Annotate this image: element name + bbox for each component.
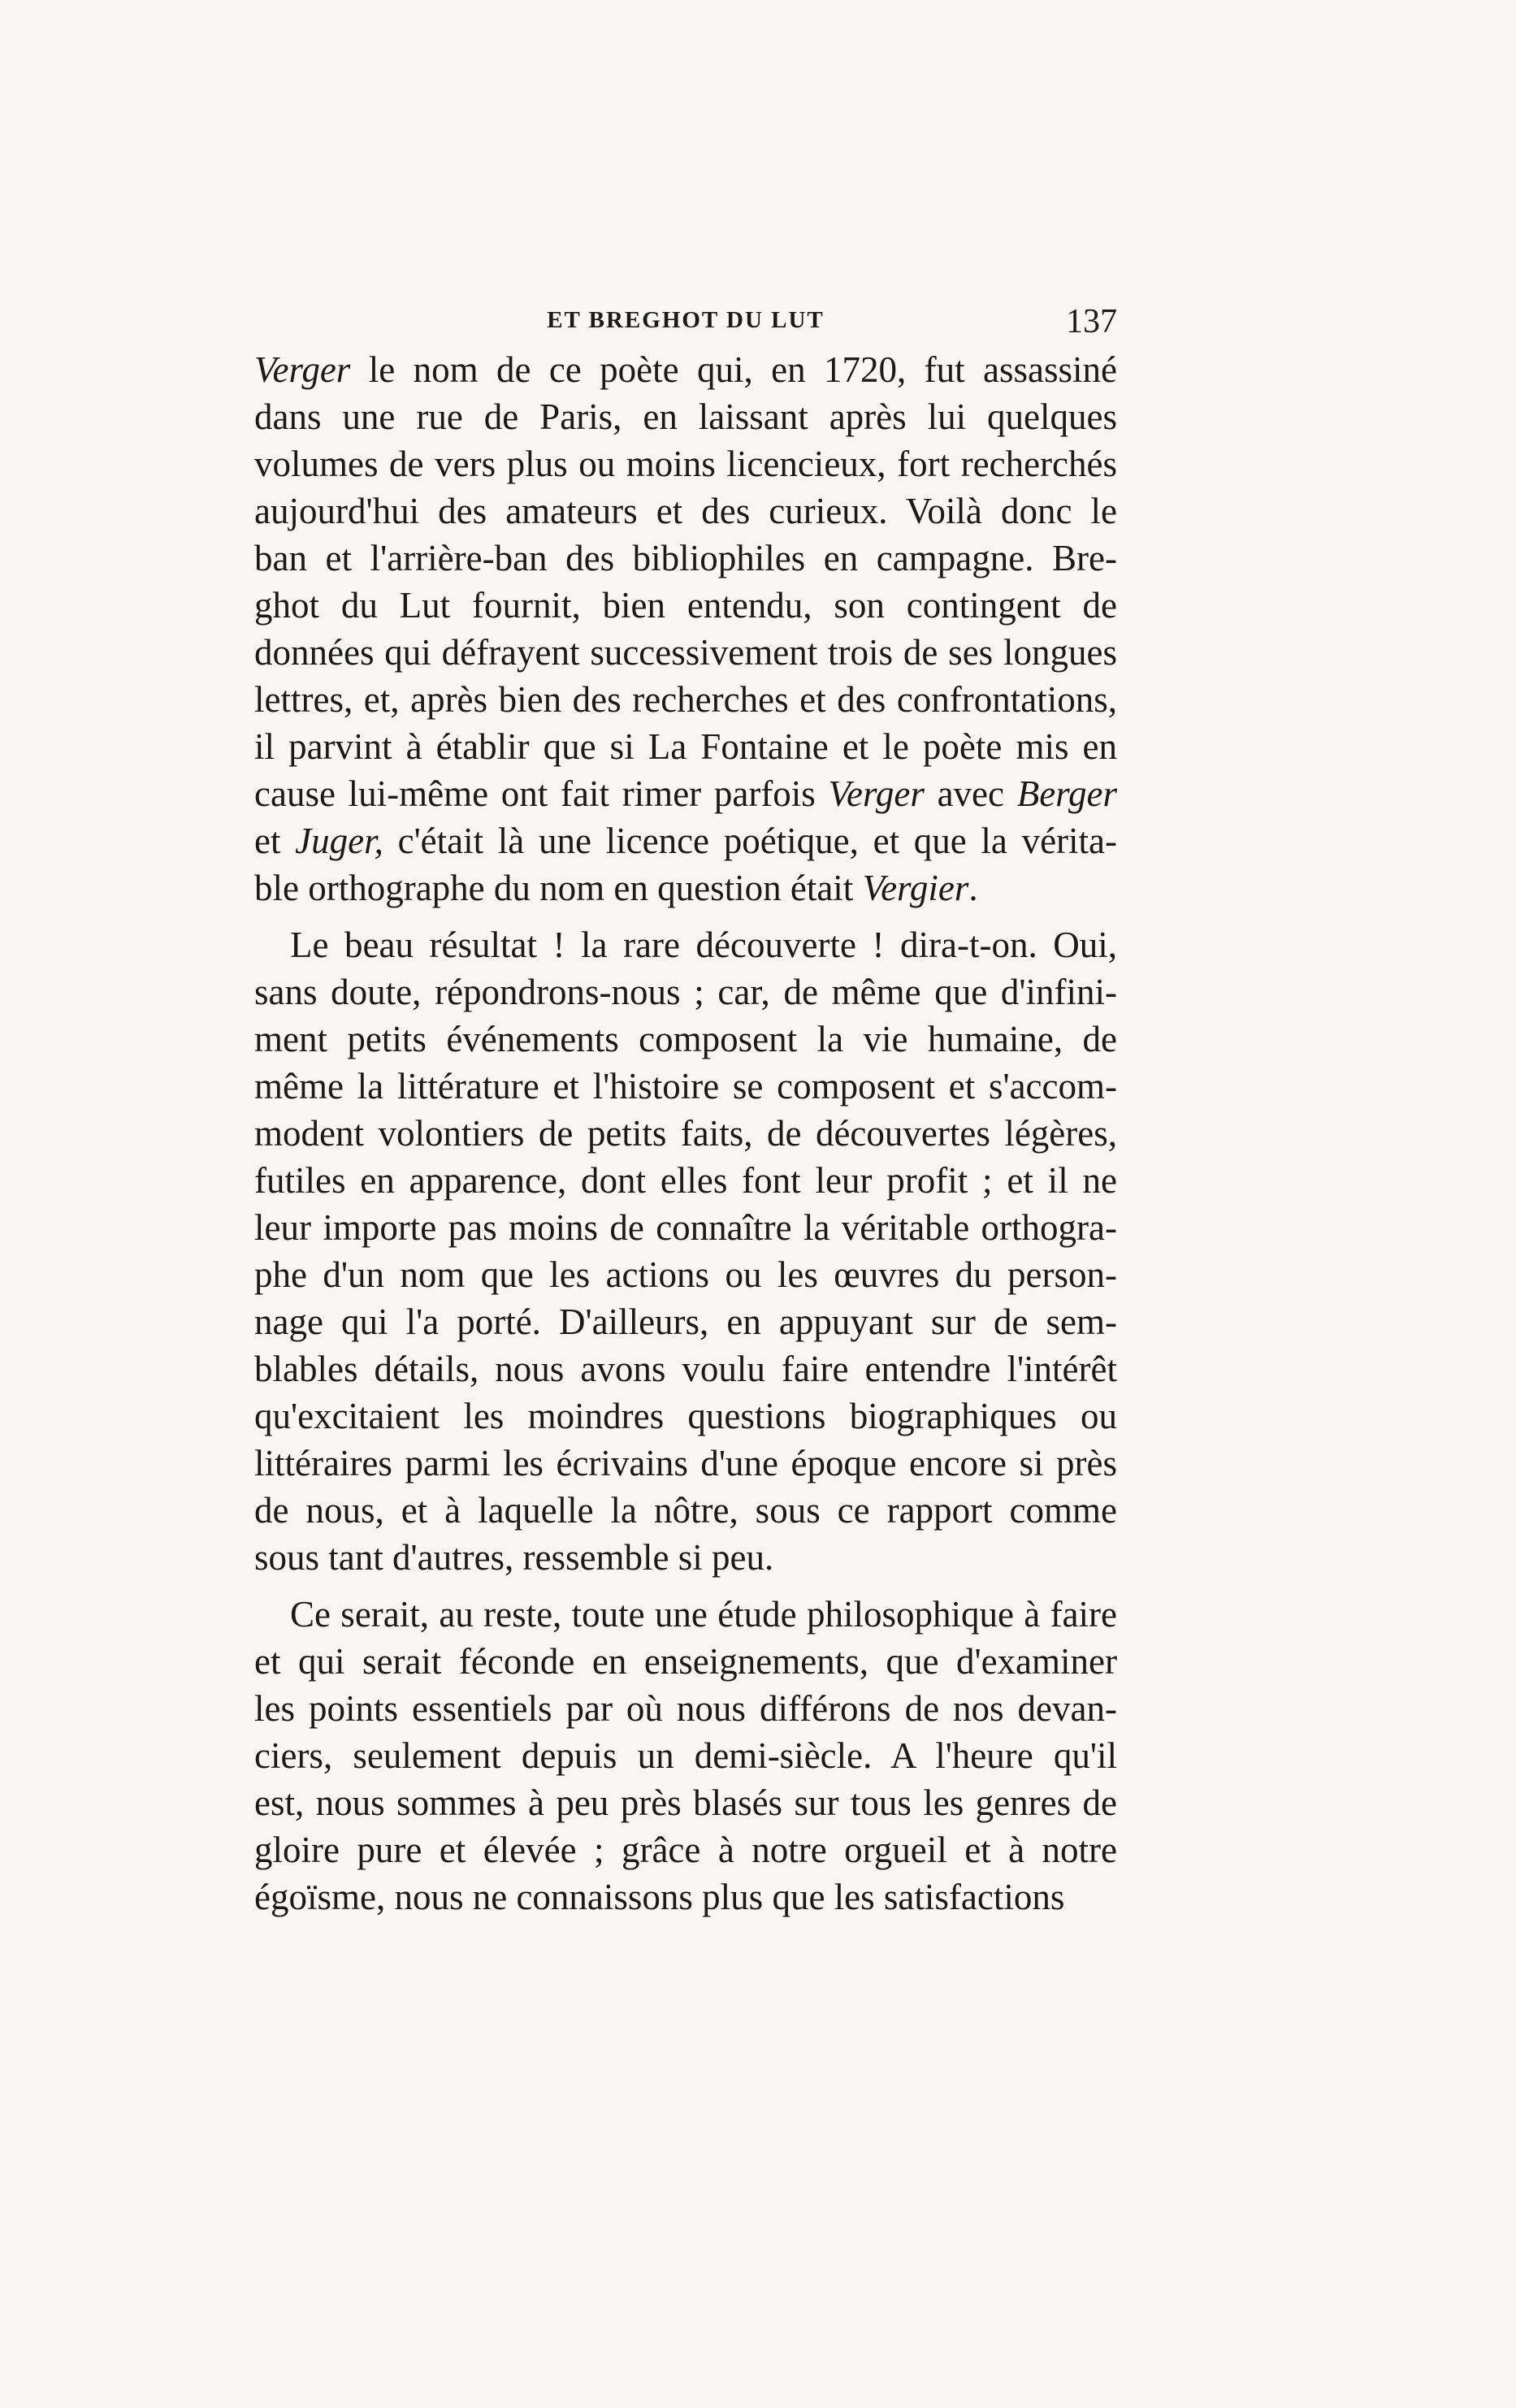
text-line — [254, 1534, 1117, 1581]
text-run: . — [968, 868, 978, 908]
text-line — [254, 1826, 1117, 1873]
running-head — [254, 302, 1117, 343]
text-run: gloire pure et élevée ; grâce à notre orgueil et à notre — [254, 1830, 1117, 1870]
text-run: avec — [924, 773, 1017, 814]
text-run: blables détails, nous avons voulu faire entendre l'intérêt — [254, 1349, 1117, 1389]
running-title: ET BREGHOT DU LUT — [547, 307, 825, 333]
text-run: les points essentiels par où nous différons de nos devan- — [254, 1688, 1117, 1729]
italic-text: Berger — [1016, 773, 1118, 814]
text-run: ban et l'arrière-ban des bibliophiles en campagne. Bre- — [254, 538, 1117, 578]
text-run: Ce serait, au reste, toute une étude philosophique à faire — [290, 1594, 1117, 1635]
text-line — [254, 1873, 1117, 1921]
text-line — [254, 1063, 1117, 1110]
text-run: Le beau résultat ! la rare découverte ! dira-t-on. Oui, — [290, 925, 1117, 965]
paragraph — [254, 921, 1117, 1581]
text-run: phe d'un nom que les actions ou les œuvres du person- — [254, 1254, 1117, 1295]
text-line — [254, 921, 1117, 968]
text-run: ghot du Lut fournit, bien entendu, son contingent de — [254, 585, 1117, 626]
text-line — [254, 1440, 1117, 1487]
text-line — [254, 1732, 1117, 1779]
text-run: données qui défrayent successivement trois de ses longues — [254, 632, 1117, 673]
italic-text: Verger — [254, 349, 351, 390]
text-line — [254, 440, 1117, 487]
text-run: ciers, seulement depuis un demi-siècle. A l'heure qu'il — [254, 1735, 1117, 1776]
text-run: égoïsme, nous ne connaissons plus que les satisfactions — [254, 1877, 1065, 1917]
text-run: le nom de ce poète qui, en 1720, fut assassiné — [350, 349, 1117, 390]
text-run: ment petits événements composent la vie humaine, de — [254, 1019, 1117, 1059]
text-line — [254, 968, 1117, 1016]
text-line — [254, 1591, 1117, 1638]
text-line — [254, 1345, 1117, 1392]
text-run: de nous, et à laquelle la nôtre, sous ce rapport comme — [254, 1490, 1117, 1531]
text-line — [254, 1638, 1117, 1685]
text-line — [254, 535, 1117, 582]
text-line — [254, 393, 1117, 440]
italic-text: Vergier — [862, 868, 969, 908]
text-line — [254, 770, 1117, 817]
text-run: sous tant d'autres, ressemble si peu. — [254, 1537, 774, 1578]
text-run: il parvint à établir que si La Fontaine et le poète mis en — [254, 726, 1117, 767]
text-run: nage qui l'a porté. D'ailleurs, en appuyant sur de sem- — [254, 1301, 1117, 1342]
text-run: lettres, et, après bien des recherches et des confrontations, — [254, 679, 1117, 720]
text-run: qu'excitaient les moindres questions biographiques ou — [254, 1396, 1117, 1436]
paragraph — [254, 346, 1117, 912]
text-line — [254, 582, 1117, 629]
text-run: et qui serait féconde en enseignements, que d'examiner — [254, 1641, 1117, 1682]
text-line — [254, 723, 1117, 770]
body-text — [254, 346, 1117, 1921]
text-run: sans doute, répondrons-nous ; car, de même que d'infini- — [254, 972, 1117, 1012]
text-line — [254, 1779, 1117, 1826]
text-line — [254, 1487, 1117, 1534]
text-line — [254, 1157, 1117, 1204]
paragraph-gap — [254, 912, 1117, 921]
text-run: futiles en apparence, dont elles font leur profit ; et il ne — [254, 1160, 1117, 1201]
text-line — [254, 676, 1117, 723]
text-line — [254, 1298, 1117, 1345]
text-run: dans une rue de Paris, en laissant après lui quelques — [254, 396, 1117, 437]
text-run: ble orthographe du nom en question était — [254, 868, 863, 908]
text-run: leur importe pas moins de connaître la véritable orthogra- — [254, 1207, 1117, 1248]
text-run: c'était là une licence poétique, et que la vérita- — [383, 821, 1117, 861]
text-run: aujourd'hui des amateurs et des curieux. Voilà donc le — [254, 491, 1117, 531]
italic-text: Juger, — [295, 821, 383, 861]
text-line — [254, 1016, 1117, 1063]
text-run: cause lui-même ont fait rimer parfois — [254, 773, 829, 814]
text-run: même la littérature et l'histoire se composent et s'accom- — [254, 1066, 1117, 1107]
text-line — [254, 346, 1117, 393]
paragraph — [254, 1591, 1117, 1921]
page-number: 137 — [1066, 303, 1117, 340]
text-line — [254, 487, 1117, 535]
text-line — [254, 1251, 1117, 1298]
text-run: volumes de vers plus ou moins licencieux, fort recherchés — [254, 444, 1117, 484]
text-line — [254, 817, 1117, 864]
text-line — [254, 1110, 1117, 1157]
text-run: est, nous sommes à peu près blasés sur tous les genres de — [254, 1782, 1117, 1823]
italic-text: Verger — [828, 773, 925, 814]
text-line — [254, 1392, 1117, 1440]
text-line — [254, 629, 1117, 676]
paragraph-gap — [254, 1581, 1117, 1591]
text-run: modent volontiers de petits faits, de découvertes légères, — [254, 1113, 1117, 1154]
text-run: littéraires parmi les écrivains d'une époque encore si près — [254, 1443, 1117, 1483]
text-line — [254, 864, 1117, 912]
text-line — [254, 1685, 1117, 1732]
text-run: et — [254, 821, 296, 861]
text-line — [254, 1204, 1117, 1251]
